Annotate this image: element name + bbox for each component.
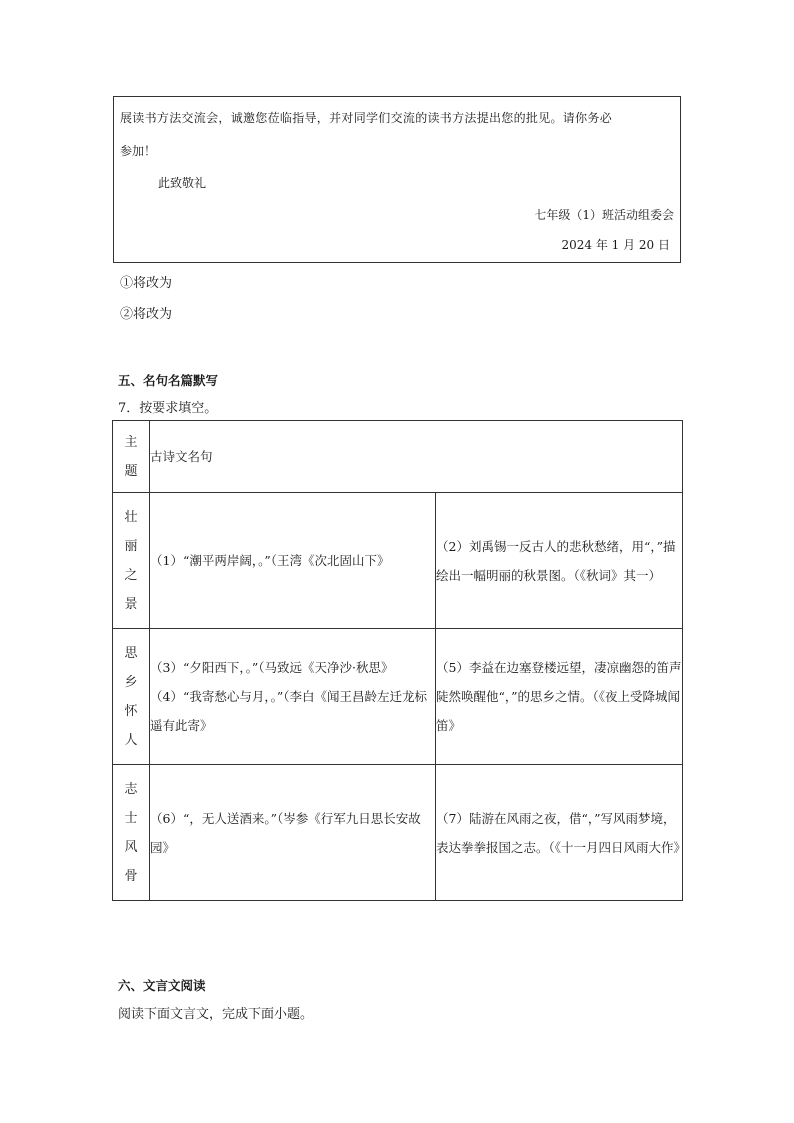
theme-cell (113, 493, 150, 629)
theme-char: 思 (124, 645, 138, 661)
theme-char: 怀 (124, 703, 138, 719)
section-6-instruction: 阅读下面文言文，完成下面小题。 (118, 1007, 314, 1022)
theme-cell (113, 765, 150, 901)
letter-body-line-1: 展读书方法交流会，诚邀您莅临指导，并对同学们交流的读书方法提出您的批见。请你务必 (120, 111, 613, 125)
theme-char: 人 (124, 732, 138, 748)
table-row (113, 765, 683, 901)
section-5-heading: 五、名句名篇默写 (118, 373, 219, 388)
theme-char: 之 (124, 567, 138, 583)
section-6-heading: 六、文言文阅读 (118, 978, 206, 993)
theme-char: 乡 (124, 674, 138, 690)
theme-header-char: 主 (124, 434, 138, 450)
question-7: 7．按要求填空。 (118, 401, 218, 416)
theme-header-char: 题 (124, 463, 138, 479)
right-question-cell: （7）陆游在风雨之夜，借“，”写风雨梦境，表达拳拳报国之志。（《十一月四日风雨大作》 (436, 765, 683, 901)
invitation-letter-box (113, 96, 681, 263)
theme-char: 骨 (124, 868, 138, 884)
content-header-cell: 古诗文名句 (150, 421, 683, 493)
right-question-cell: （5）李益在边塞登楼远望，凄凉幽怨的笛声陡然唤醒他“，”的思乡之情。（《夜上受降城闻笛》 (436, 629, 683, 765)
letter-body-line-2: 参加！ (120, 144, 157, 158)
poem-table (112, 420, 687, 901)
theme-char: 景 (124, 596, 138, 612)
left-question-cell: （3）“夕阳西下，。”（马致远《天净沙·秋思》（4）“我寄愁心与月，。”（李白《闻王昌龄左迁龙标遥有此寄》 (150, 629, 436, 765)
right-question-cell: （2）刘禹锡一反古人的悲秋愁绪，用“，”描绘出一幅明丽的秋景图。（《秋词》其一） (436, 493, 683, 629)
letter-signature: 七年级（1）班活动组委会 (534, 208, 674, 222)
correction-2: ②将改为 (120, 307, 173, 322)
correction-1: ①将改为 (120, 276, 173, 291)
theme-char: 壮 (124, 509, 138, 525)
table-header-row (113, 421, 683, 493)
letter-closing: 此致敬礼 (158, 176, 207, 190)
theme-char: 风 (124, 839, 138, 855)
theme-char: 志 (124, 781, 138, 797)
table-row (113, 629, 683, 765)
theme-char: 士 (124, 810, 138, 826)
theme-header-cell (113, 421, 150, 493)
theme-char: 丽 (124, 538, 138, 554)
left-question-cell: （6）“，无人送酒来。”（岑参《行军九日思长安故园》 (150, 765, 436, 901)
letter-date: 2024 年 1 月 20 日 (561, 238, 670, 252)
table-row (113, 493, 683, 629)
theme-cell (113, 629, 150, 765)
left-question-cell: （1）“潮平两岸阔，。”（王湾《次北固山下》 (150, 493, 436, 629)
